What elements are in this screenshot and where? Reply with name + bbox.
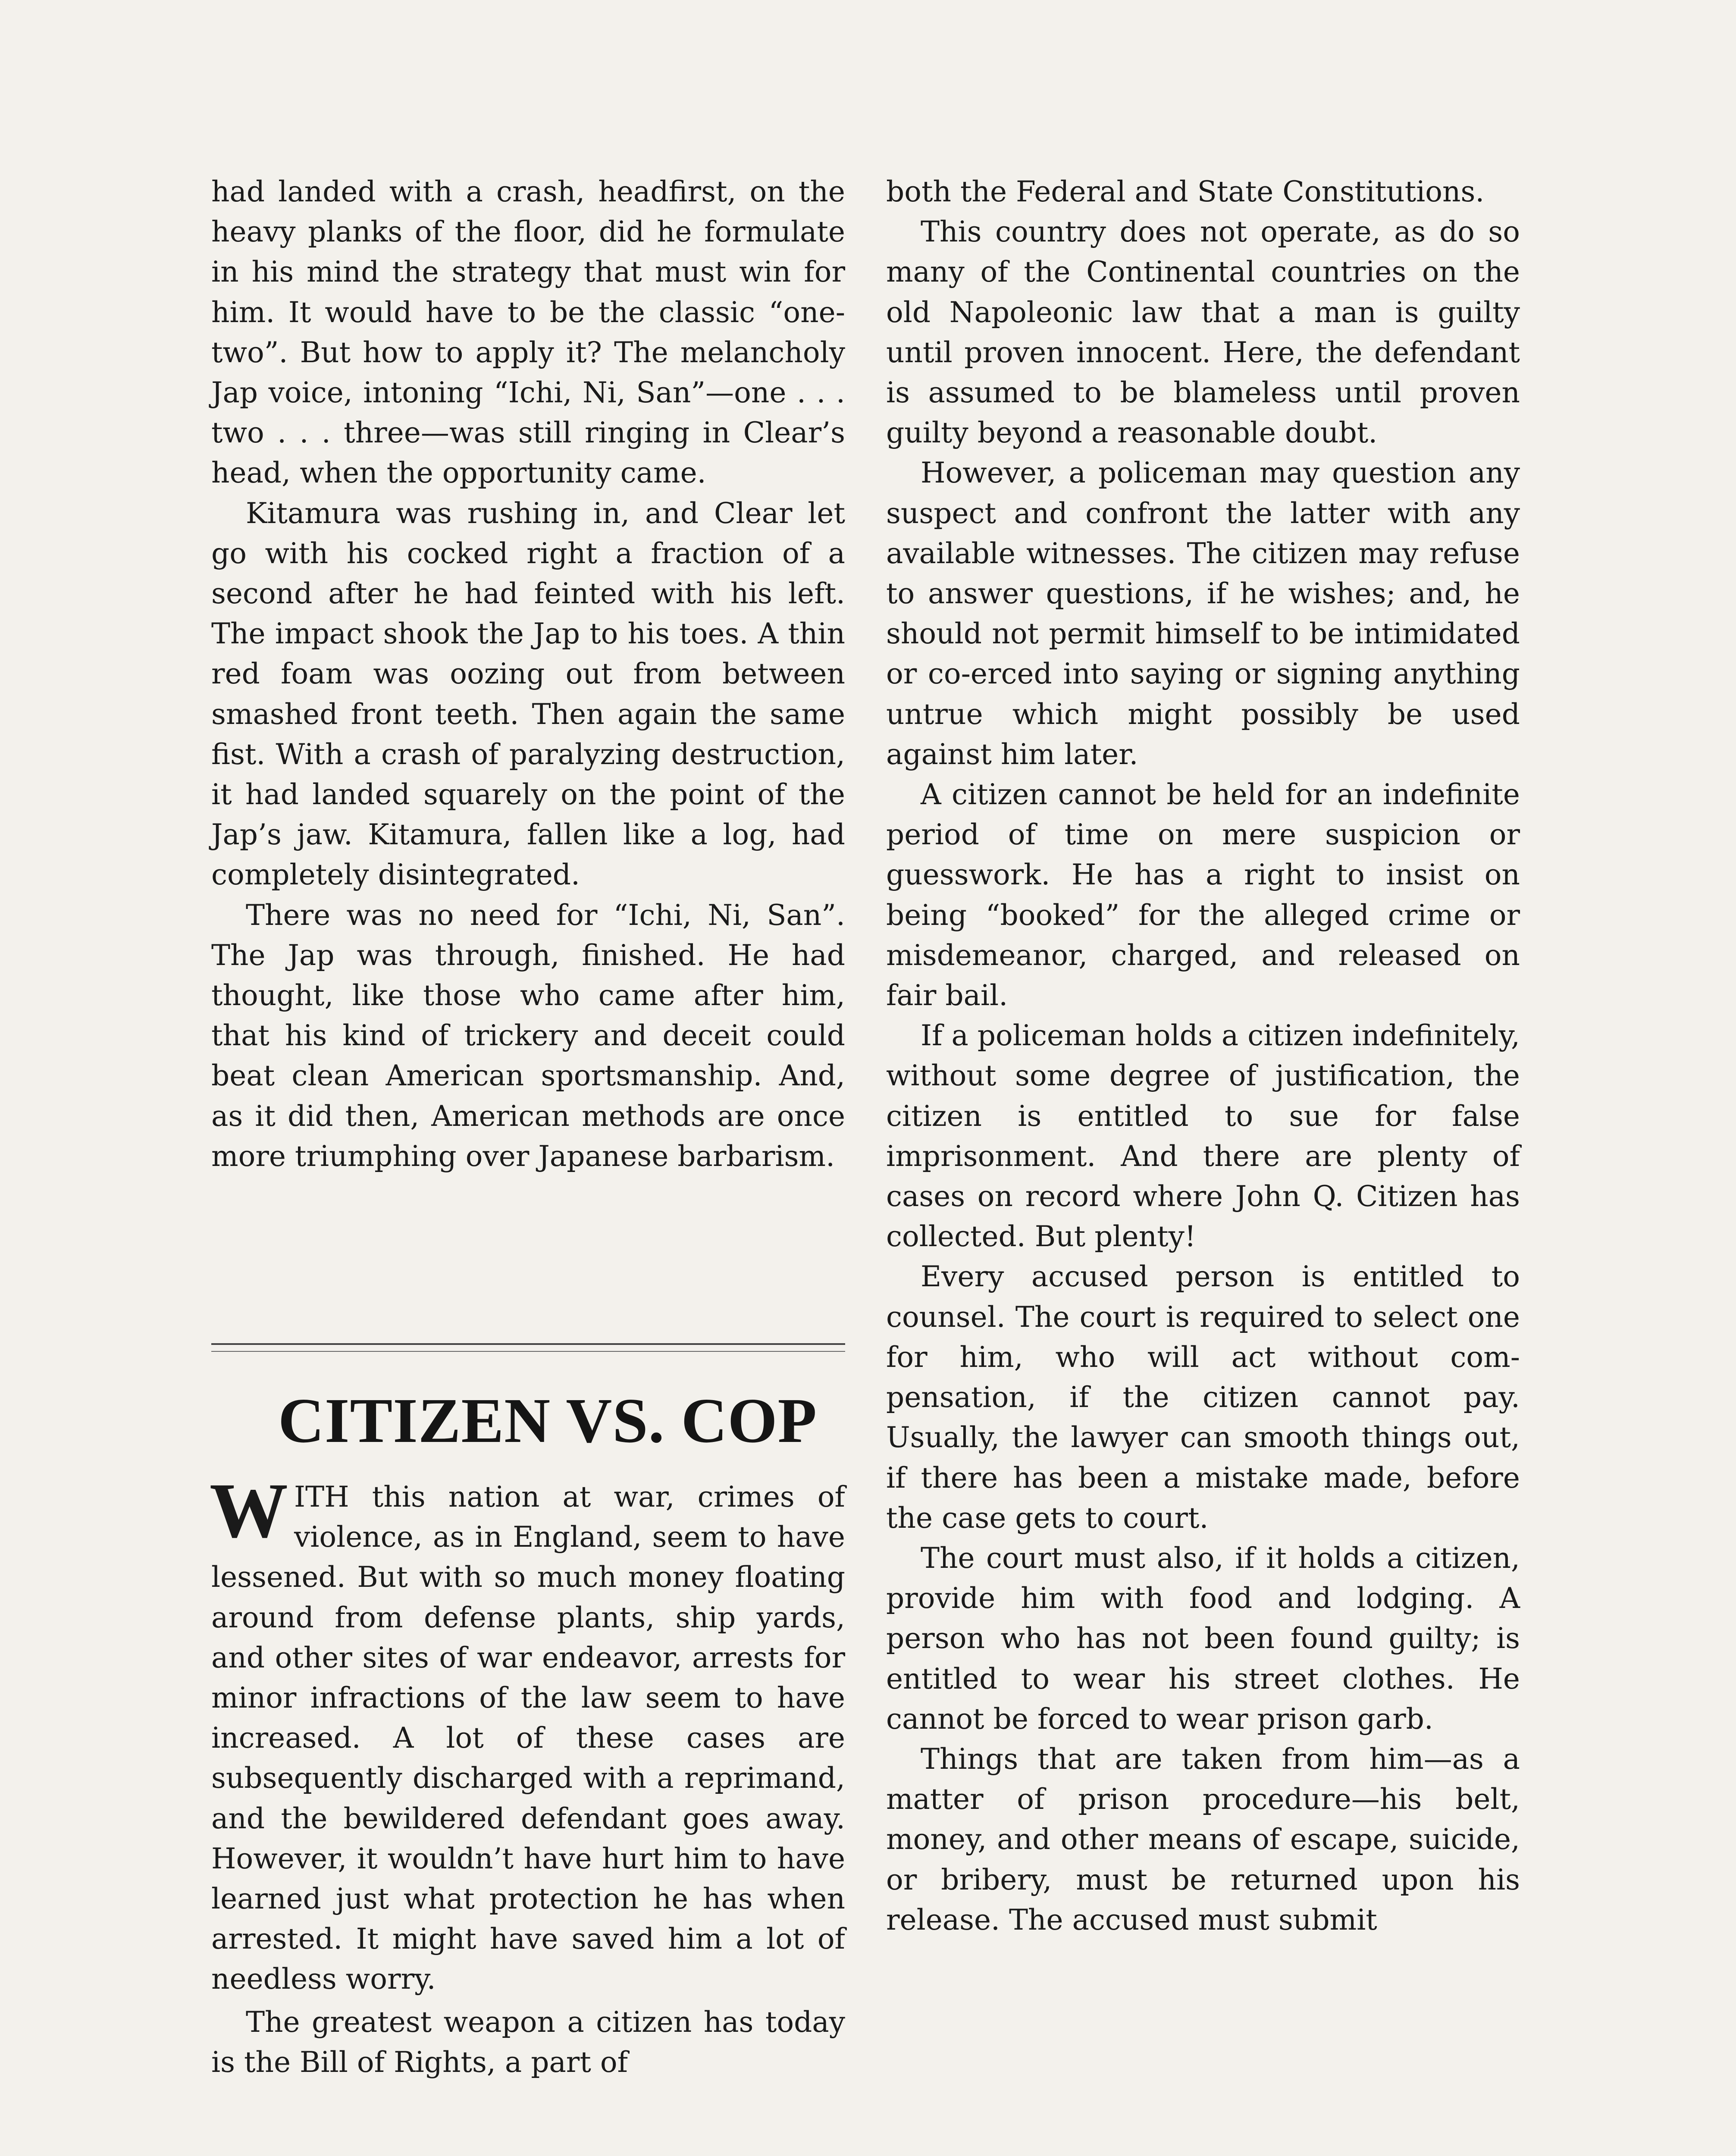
article-headline: CITIZEN VS. COP <box>278 1385 818 1456</box>
story-paragraph-3: There was no need for “Ichi, Ni, San”. The Jap was through, finished. He had thought, like those who came after him, that his kind of trickery and deceit could beat clean American sportsmanship. And, as it did then, American methods are once more triumphing over Japanese barbarism. <box>211 898 845 1173</box>
article-paragraph-5: A citizen cannot be held for an indefinite period of time on mere suspicion or guesswork. He has a right to insist on being “booked” for the alleged crime or misdemeanor, charged, and released on fair bail. <box>886 778 1520 1012</box>
article-paragraph-1-text: ITH this nation at war, crimes of violence, as in England, seem to have lessened. But with so much money floating around from defense plants, ship yards, and other sites of war endeavor, arrests for minor infractions of the law seem to have increased. A lot of these cases are subsequently discharged with a reprimand, and the bewildered defendant goes away. However, it wouldn’t have hurt him to have learned just what protection he has when arrested. It might have saved him a lot of needless worry. <box>211 1480 845 1996</box>
article-paragraph-6: If a policeman holds a citizen indefinitely, without some degree of justification, the citizen is entitled to sue for false imprisonment. And there are plenty of cases on record where John Q. Citizen has collected. But plenty! <box>886 1019 1520 1253</box>
article-paragraph-4: However, a policeman may question any suspect and confront the latter with any available witnesses. The citizen may refuse to answer questions, if he wishes; and, he should not permit himself to be intimidated or co-erced into saying or signing anything untrue which might possibly be used against him later. <box>886 456 1520 771</box>
article-paragraph-3: This country does not operate, as do so many of the Continental countries on the old Napoleonic law that a man is guilty until proven innocent. Here, the defendant is assumed to be blameless until proven guilty beyond a reasonable doubt. <box>886 215 1520 450</box>
drop-cap-letter: W <box>210 1467 288 1554</box>
section-divider-rule <box>211 1343 845 1352</box>
left-column-article-start <box>210 1467 845 2082</box>
left-column-story-ending <box>211 172 845 1176</box>
article-paragraph-8: The court must also, if it holds a citizen, provide him with food and lodging. A person who has not been found guilty; is entitled to wear his street clothes. He cannot be forced to wear prison garb. <box>886 1541 1520 1736</box>
article-paragraph-7: Every accused person is entitled to counsel. The court is required to select one for him, who will act without compensation, if the citizen cannot pay. Usually, the lawyer can smooth things out, if there has been a mistake made, before the case gets to court. <box>886 1260 1520 1535</box>
article-paragraph-9: Things that are taken from him—as a matter of prison procedure—his belt, money, and other means of escape, suicide, or bribery, must be returned upon his release. The accused must submit <box>886 1742 1520 1937</box>
article-paragraph-2: The greatest weapon a citizen has today is the Bill of Rights, a part of <box>211 2005 845 2079</box>
article-paragraph-1 <box>210 1467 845 1999</box>
right-column-article-continued <box>886 172 1520 1940</box>
article-continuation: both the Federal and State Constitutions. <box>886 175 1485 208</box>
story-paragraph-2: Kitamura was rushing in, and Clear let go with his cocked right a fraction of a second after he had feinted with his left. The impact shook the Jap to his toes. A thin red foam was oozing out from between smashed front teeth. Then again the same fist. With a crash of paralyzing destruction, it had landed squarely on the point of the Jap’s jaw. Kitamura, fallen like a log, had completely disintegrated. <box>211 496 845 892</box>
story-paragraph-1: had landed with a crash, headfirst, on the heavy planks of the floor, did he formulate in his mind the strategy that must win for him. It would have to be the classic “one-two”. But how to apply it? The melancholy Jap voice, intoning “Ichi, Ni, San”—one . . . two . . . three—was still ringing in Clear’s head, when the opportunity came. <box>211 175 845 490</box>
